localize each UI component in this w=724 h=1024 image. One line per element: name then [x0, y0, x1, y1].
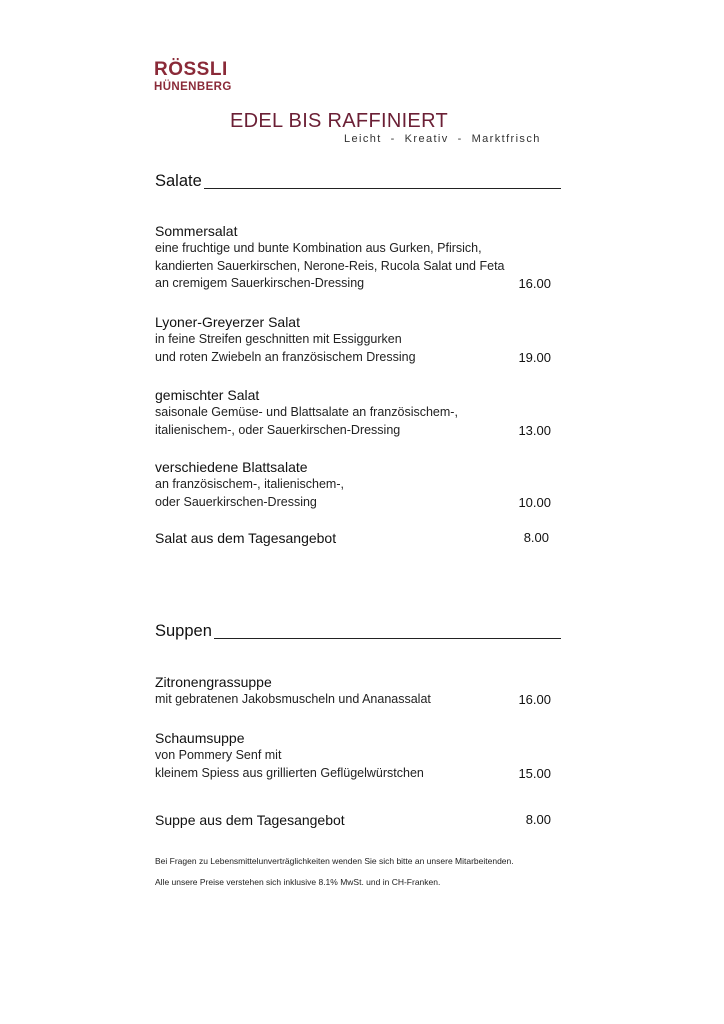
- item-name: Lyoner-Greyerzer Salat: [155, 314, 300, 330]
- item-desc-row: [155, 765, 551, 783]
- item-price: 8.00: [523, 530, 549, 545]
- item-name-row: [155, 811, 551, 829]
- menu-item-zitronengrassuppe: [155, 673, 551, 709]
- item-price: 10.00: [518, 494, 551, 510]
- item-desc-line: italienischem-, oder Sauerkirschen-Dressing: [155, 422, 401, 437]
- menu-item-suppe-tagesangebot: [155, 811, 551, 829]
- item-desc-line: saisonale Gemüse- und Blattsalate an französischem-,: [155, 405, 458, 419]
- menu-item-sommersalat: [155, 222, 551, 293]
- menu-item-gemischter-salat: [155, 386, 551, 439]
- section-rule: [204, 187, 561, 189]
- section-rule: [214, 637, 561, 639]
- item-name: verschiedene Blattsalate: [155, 459, 308, 475]
- logo-brand-name: RÖSSLI: [154, 59, 228, 80]
- item-price: 19.00: [518, 349, 551, 365]
- item-desc-line: und roten Zwiebeln an französischem Dressing: [155, 349, 416, 364]
- section-heading-suppen: [155, 622, 561, 641]
- menu-item-lyoner-greyerzer-salat: [155, 313, 551, 366]
- section-heading-salate: [155, 172, 561, 191]
- item-desc-line: eine fruchtige und bunte Kombination aus Gurken, Pfirsich,: [155, 241, 482, 255]
- item-name: Suppe aus dem Tagesangebot: [155, 812, 345, 828]
- item-desc-line: in feine Streifen geschnitten mit Essiggurken: [155, 332, 402, 346]
- item-desc-row: [155, 691, 551, 709]
- item-price: 16.00: [518, 692, 551, 707]
- item-desc-row: [155, 275, 551, 293]
- item-desc-line: oder Sauerkirschen-Dressing: [155, 494, 317, 509]
- item-price: 13.00: [518, 422, 551, 438]
- item-desc-line: an cremigem Sauerkirschen-Dressing: [155, 276, 365, 290]
- menu-item-salat-tagesangebot: [155, 529, 549, 547]
- item-desc-line: kleinem Spiess aus grillierten Geflügelwürstchen: [155, 765, 424, 780]
- item-name-row: [155, 529, 549, 547]
- item-name: Salat aus dem Tagesangebot: [155, 530, 337, 546]
- menu-headline: EDEL BIS RAFFINIERT: [230, 110, 448, 132]
- item-desc-row: [155, 349, 551, 367]
- section-title: Salate: [155, 172, 202, 190]
- item-name: Zitronengrassuppe: [155, 674, 272, 690]
- item-price: 16.00: [518, 276, 551, 291]
- item-desc-line: mit gebratenen Jakobsmuscheln und Ananassalat: [155, 692, 431, 706]
- item-desc-line: an französischem-, italienischem-,: [155, 477, 344, 491]
- item-desc-line: kandierten Sauerkirschen, Nerone-Reis, Rucola Salat und Feta: [155, 258, 505, 273]
- item-name: Schaumsuppe: [155, 730, 245, 746]
- item-name: Sommersalat: [155, 223, 238, 239]
- item-price: 15.00: [518, 765, 551, 781]
- logo-location: HÜNENBERG: [154, 81, 232, 93]
- item-desc-row: [155, 422, 551, 440]
- price-note: Alle unsere Preise verstehen sich inklusive 8.1% MwSt. und in CH-Franken.: [155, 877, 441, 887]
- item-name: gemischter Salat: [155, 387, 260, 403]
- menu-subheadline: Leicht - Kreativ - Marktfrisch: [344, 133, 541, 145]
- item-desc-row: [155, 494, 551, 512]
- menu-item-verschiedene-blattsalate: [155, 458, 551, 511]
- item-price: 8.00: [525, 812, 551, 827]
- item-desc-line: von Pommery Senf mit: [155, 748, 282, 762]
- section-title: Suppen: [155, 622, 212, 640]
- allergy-note: Bei Fragen zu Lebensmittelunverträglichkeiten wenden Sie sich bitte an unsere Mitarbeitenden.: [155, 856, 514, 866]
- menu-item-schaumsuppe: [155, 729, 551, 782]
